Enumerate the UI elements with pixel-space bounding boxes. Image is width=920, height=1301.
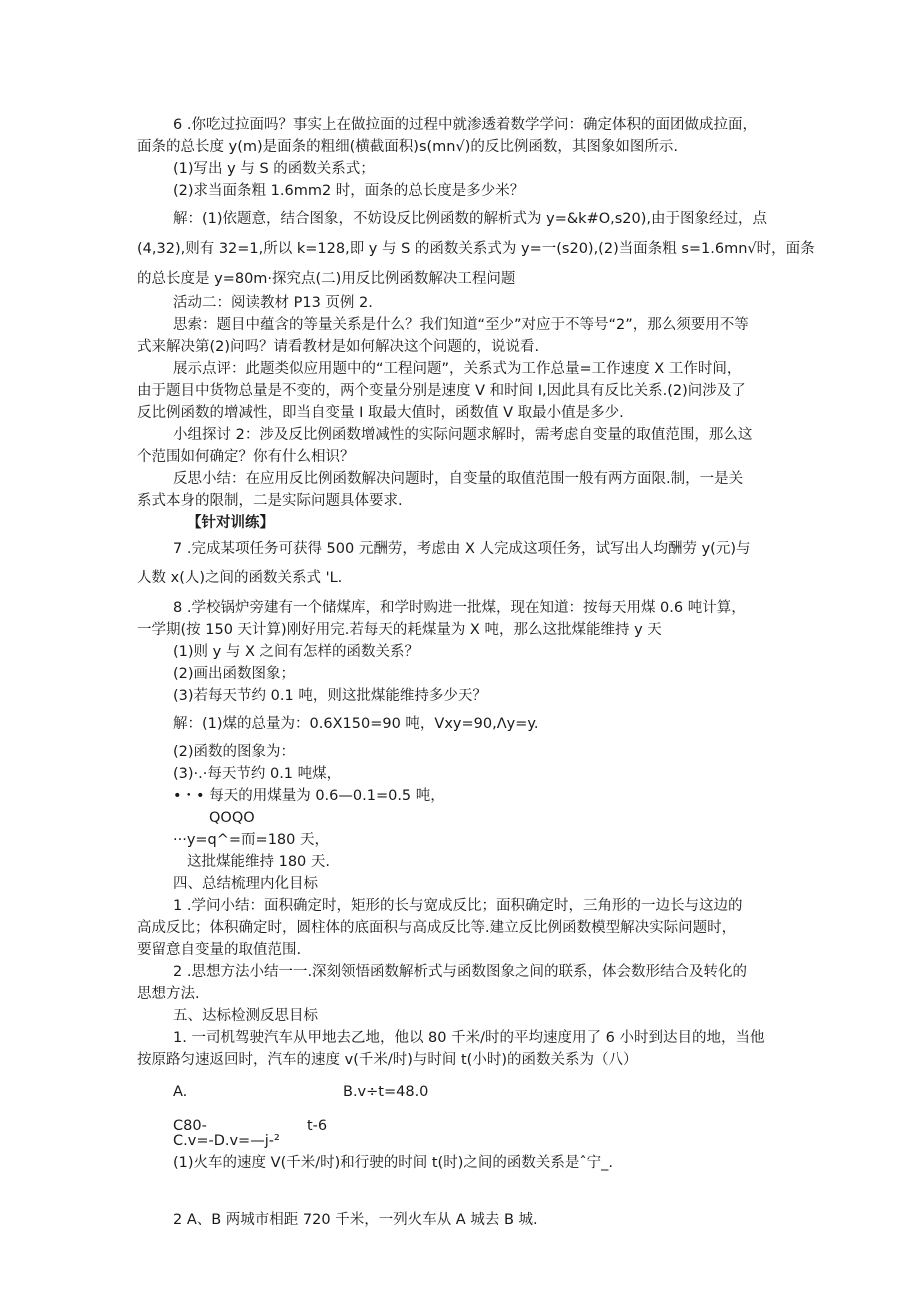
text-line: 反思小结：在应用反比例函数解决问题时，自变量的取值范围一般有两方面限.制，一是关	[173, 471, 744, 487]
text-line: QOQO	[209, 810, 255, 826]
text-line: 要留意自变量的取值范围.	[137, 942, 302, 958]
text-line: 式来解决第(2)问吗？请看教材是如何解决这个问题的，说说看.	[137, 339, 540, 355]
option-a: A.	[173, 1084, 188, 1100]
text-line: 2 A、B 两城市相距 720 千米，一列火车从 A 城去 B 城.	[173, 1212, 538, 1228]
text-line: 反比例函数的增减性，即当自变量 I 取最大值时，函数值 V 取最小值是多少.	[137, 405, 624, 421]
text-line: 一学期(按 150 天计算)刚好用完.若每天的耗煤量为 X 吨，那么这批煤能维持 y 天	[137, 622, 662, 638]
section-heading: 【针对训练】	[187, 515, 274, 531]
text-line: 展示点评：此题类似应用题中的“工程问题”，关系式为工作总量=工作速度 X 工作时间，	[173, 361, 742, 377]
text-line: 小组探讨 2：涉及反比例函数增减性的实际问题求解时，需考虑自变量的取值范围，那么这	[173, 427, 753, 443]
text-line: 由于题目中货物总量是不变的，两个变量分别是速度 V 和时间 I,因此具有反比关系.(2)问涉及了	[137, 383, 746, 399]
text-line: 高成反比；体积确定时，圆柱体的底面积与高成反比等.建立反比例函数模型解决实际问题时，	[137, 920, 737, 936]
option-c-d: C.v=-D.v=—j-²	[173, 1133, 280, 1149]
text-line: 思索：题目中蕴含的等量关系是什么？我们知道“至少”对应于不等号“2”，那么须要用不等	[173, 317, 749, 333]
text-line: (1)火车的速度 V(千米/时)和行驶的时间 t(时)之间的函数关系是ˆ宁_.	[173, 1155, 613, 1171]
text-line: (2)求当面条粗 1.6mm2 时，面条的总长度是多少米？	[173, 183, 525, 199]
text-line: (2)函数的图象为：	[173, 744, 296, 760]
text-line: 8 .学校锅炉旁建有一个储煤库，和学时购进一批煤，现在知道：按每天用煤 0.6 吨计算，	[173, 600, 746, 616]
text-line: 面条的总长度 y(m)是面条的粗细(横截面积)s(mn√)的反比例函数，其图象如图所示.	[137, 139, 678, 155]
text-line: 1 .学问小结：面积确定时，矩形的长与宽成反比；面积确定时，三角形的一边长与这边的	[173, 898, 743, 914]
text-line: (4,32),则有 32=1,所以 k=128,即 y 与 S 的函数关系式为 y=一(s20),(2)当面条粗 s=1.6mn√时，面条	[137, 241, 815, 257]
text-line: 个范围如何确定？你有什么相识？	[137, 449, 355, 465]
text-line: 7 .完成某项任务可获得 500 元酬劳，考虑由 X 人完成这项任务，试写出人均酬劳 y(元)与	[173, 541, 751, 557]
text-line: 活动二：阅读教材 P13 页例 2.	[173, 295, 373, 311]
text-line: •・• 每天的用煤量为 0.6—0.1=0.5 吨，	[173, 788, 445, 804]
option-b: B.v÷t=48.0	[343, 1084, 429, 1100]
text-line: 思想方法.	[137, 986, 200, 1002]
section-heading: 四、总结梳理内化目标	[173, 876, 318, 892]
text-line: (3)·.·每天节约 0.1 吨煤，	[173, 766, 342, 782]
text-line: 解：(1)依题意，结合图象，不妨设反比例函数的解析式为 y=&k#O,s20),由于图象经过，点	[173, 211, 768, 227]
text-line: 2 .思想方法小结一一.深刻领悟函数解析式与函数图象之间的联系，体会数形结合及转化的	[173, 964, 748, 980]
text-line: 1. 一司机驾驶汽车从甲地去乙地，他以 80 千米/时的平均速度用了 6 小时到达目的地，当他	[173, 1030, 765, 1046]
text-line: (1)写出 y 与 S 的函数关系式；	[173, 161, 375, 177]
text-line: 系式本身的限制，二是实际问题具体要求.	[137, 493, 403, 509]
option-fragment: t-6	[307, 1118, 328, 1134]
text-line: ···y=q^=而=180 天，	[173, 832, 329, 848]
text-line: 的总长度是 y=80m·探究点(二)用反比例函数解决工程问题	[137, 271, 516, 287]
section-heading: 五、达标检测反思目标	[173, 1008, 318, 1024]
text-line: 解：(1)煤的总量为：0.6X150=90 吨，Vxy=90,Λy=y.	[173, 716, 539, 732]
text-line: 这批煤能维持 180 天.	[187, 854, 331, 870]
text-line: (2)画出函数图象；	[173, 666, 296, 682]
text-line: 6 .你吃过拉面吗？事实上在做拉面的过程中就渗透着数学学问：确定体积的面团做成拉面，	[173, 117, 757, 133]
text-line: (3)若每天节约 0.1 吨，则这批煤能维持多少天？	[173, 688, 487, 704]
text-line: 按原路匀速返回时，汽车的速度 v(千米/时)与时间 t(小时)的函数关系为（八）	[137, 1052, 638, 1068]
text-line: (1)则 y 与 X 之间有怎样的函数关系？	[173, 644, 419, 660]
text-line: 人数 x(人)之间的函数关系式 'L.	[137, 570, 343, 586]
option-c-fragment: C80-	[173, 1118, 207, 1134]
